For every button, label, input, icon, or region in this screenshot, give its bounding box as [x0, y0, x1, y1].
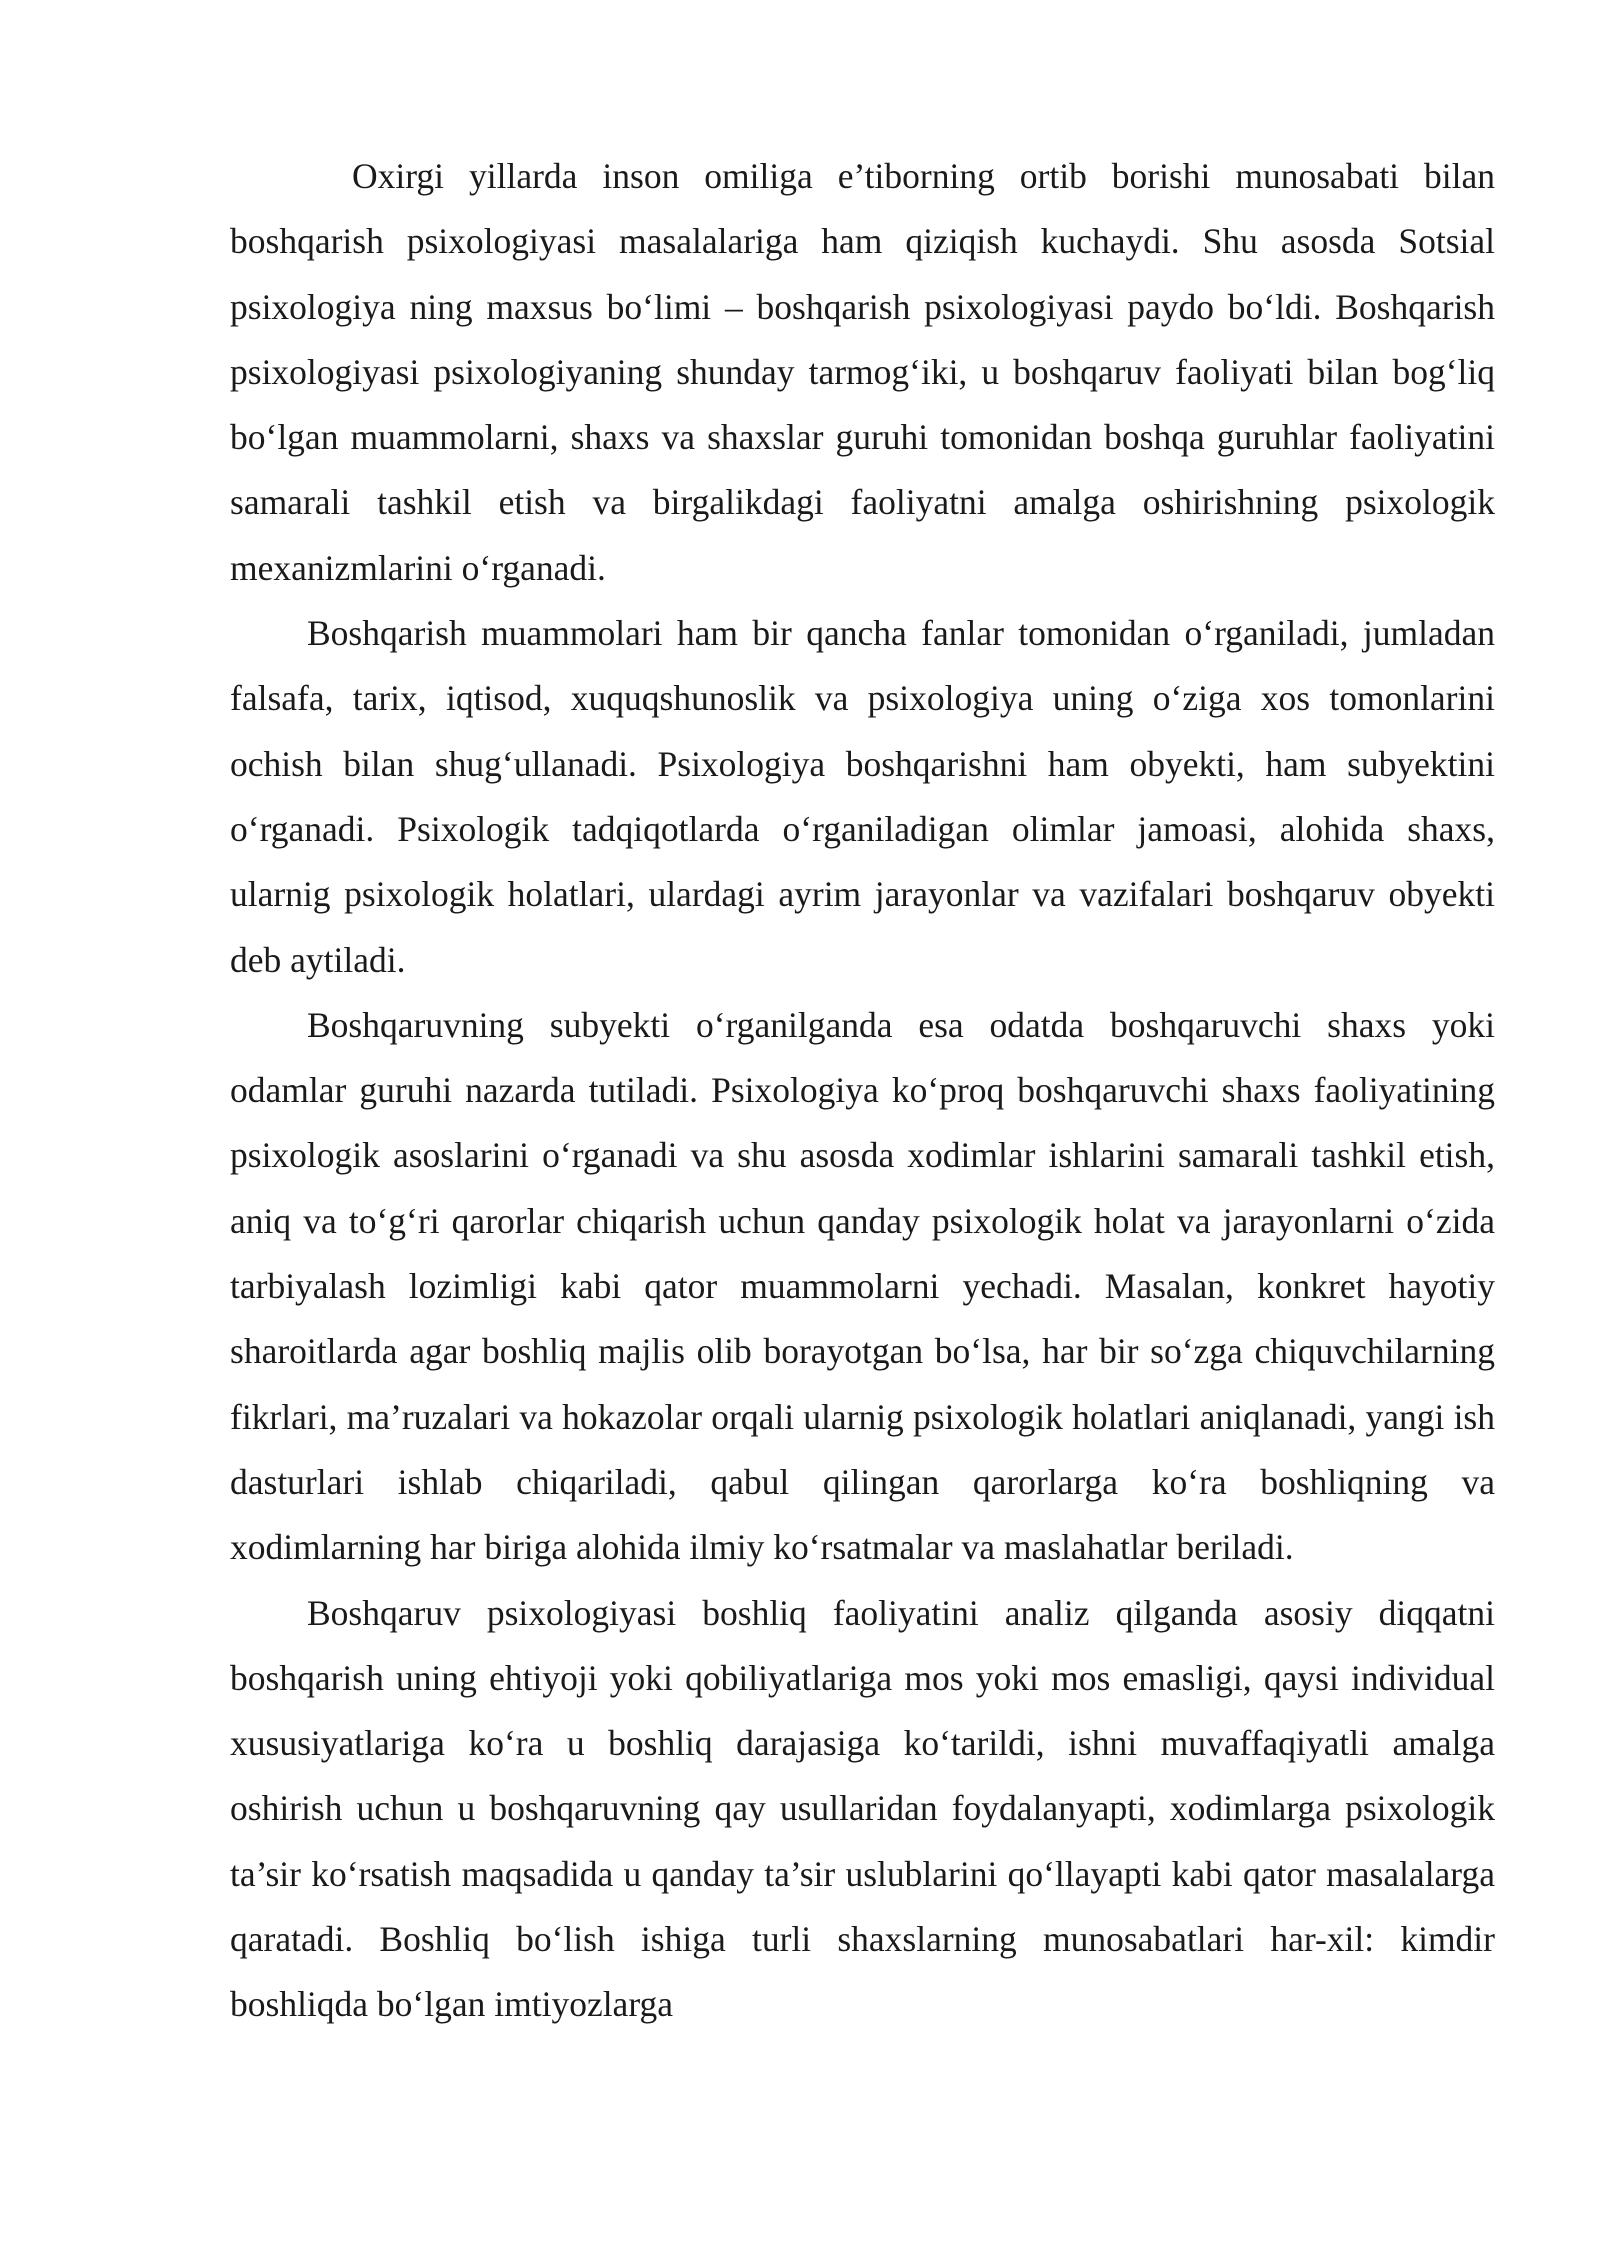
paragraph-3: Boshqaruvning subyekti o‘rganilganda esa odatda boshqaruvchi shaxs yoki odamlar guruhi nazarda tutiladi. Psixologiya ko‘proq boshqaruvchi shaxs faoliyatining psixologik asoslarini o‘rganadi va shu asosda xodimlar ishlarini samarali tashkil etish, aniq va to‘g‘ri qarorlar chiqarish uchun qanday psixologik holat va jarayonlarni o‘zida tarbiyalash lozimligi kabi qator muammolarni yechadi. Masalan, konkret hayotiy sharoitlarda agar boshliq majlis olib borayotgan bo‘lsa, har bir so‘zga chiquvchilarning fikrlari, ma’ruzalari va hokazolar orqali ularnig psixologik holatlari aniqlanadi, yangi ish dasturlari ishlab chiqariladi, qabul qilingan qarorlarga ko‘ra boshliqning va xodimlarning har biriga alohida ilmiy ko‘rsatmalar va maslahatlar beriladi. [230, 1004, 1495, 1568]
paragraph-1: Oxirgi yillarda inson omiliga e’tiborning ortib borishi munosabati bilan boshqarish psixologiyasi masalalariga ham qiziqish kuchaydi. Shu asosda Sotsial psixologiya ning maxsus bo‘limi – boshqarish psixologiyasi paydo bo‘ldi. Boshqarish psixologiyasi psixologiyaning shunday tarmog‘iki, u boshqaruv faoliyati bilan bog‘liq bo‘lgan muammolarni, shaxs va shaxslar guruhi tomonidan boshqa guruhlar faoliyatini samarali tashkil etish va birgalikdagi faoliyatni amalga oshirishning psixologik mexanizmlarini o‘rganadi. [230, 156, 1495, 588]
paragraph-4: Boshqaruv psixologiyasi boshliq faoliyatini analiz qilganda asosiy diqqatni boshqarish uning ehtiyoji yoki qobiliyatlariga mos yoki mos emasligi, qaysi individual xususiyatlariga ko‘ra u boshliq darajasiga ko‘tarildi, ishni muvaffaqiyatli amalga oshirish uchun u boshqaruvning qay usullaridan foydalanyapti, xodimlarga psixologik ta’sir ko‘rsatish maqsadida u qanday ta’sir uslublarini qo‘llayapti kabi qator masalalarga qaratadi. Boshliq bo‘lish ishiga turli shaxslarning munosabatlari har-xil: kimdir boshliqda bo‘lgan imtiyozlarga [230, 1592, 1495, 2025]
paragraph-2: Boshqarish muammolari ham bir qancha fanlar tomonidan o‘rganiladi, jumladan falsafa, tarix, iqtisod, xuquqshunoslik va psixologiya uning o‘ziga xos tomonlarini ochish bilan shug‘ullanadi. Psixologiya boshqarishni ham obyekti, ham subyektini o‘rganadi. Psixologik tadqiqotlarda o‘rganiladigan olimlar jamoasi, alohida shaxs, ularnig psixologik holatlari, ulardagi ayrim jarayonlar va vazifalari boshqaruv obyekti deb aytiladi. [230, 613, 1495, 980]
document-body [230, 144, 1495, 2038]
